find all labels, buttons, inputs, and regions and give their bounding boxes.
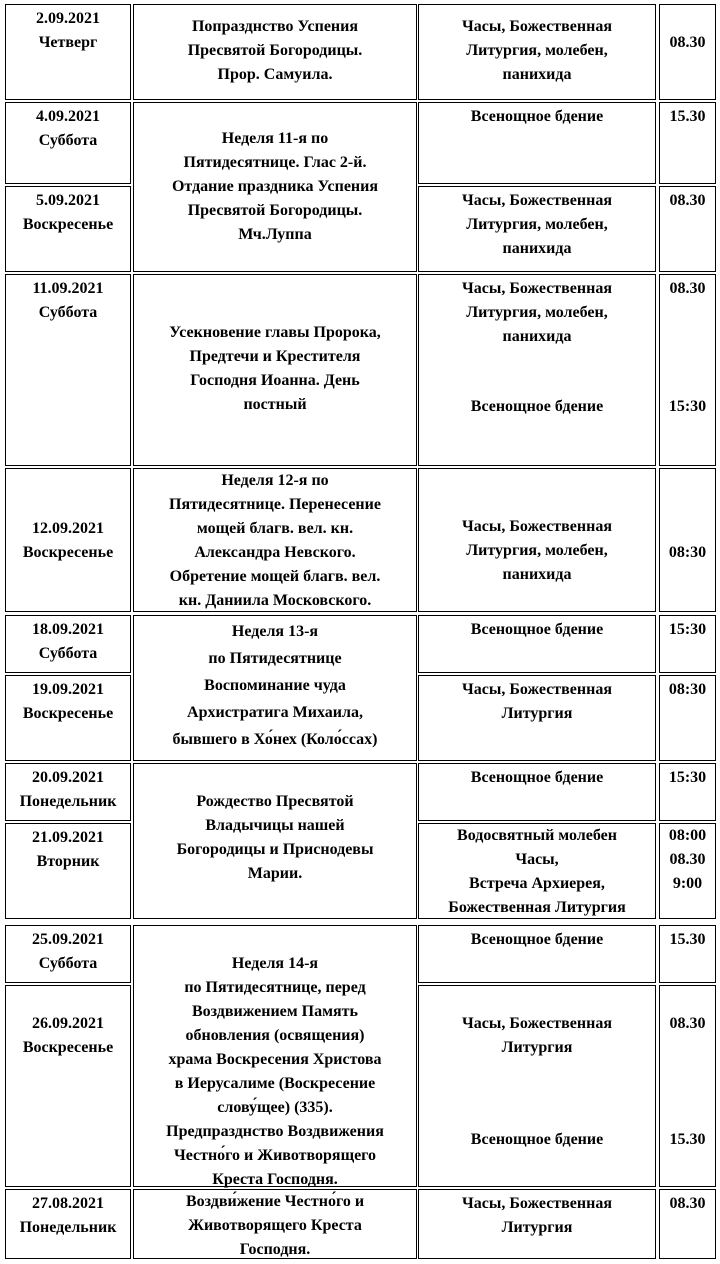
time-text: 15.30 — [669, 931, 706, 948]
date-cell — [5, 823, 131, 919]
service-text: Часы, Божественная Литургия — [462, 1195, 612, 1236]
feast-text: Неделя 11-я по Пятидесятнице. Глас 2-й. Отдание праздника Успения Пресвятой Богородицы. Мч.Луппа — [171, 130, 379, 243]
service-cell — [418, 274, 656, 466]
date-text: 18.09.2021 Суббота — [32, 621, 104, 662]
service-text: Часы, Божественная Литургия, молебен, панихида — [462, 280, 612, 345]
service-text: Часы, Божественная Литургия — [462, 681, 612, 722]
time-text: 15:30 — [668, 621, 707, 638]
service-cell — [418, 985, 656, 1187]
date-cell — [5, 763, 131, 821]
date-cell — [5, 102, 131, 184]
date-text: 12.09.2021 Воскресенье — [22, 520, 114, 561]
time-cell — [659, 675, 716, 761]
feast-cell — [133, 925, 417, 1187]
time-cell — [659, 1189, 716, 1259]
service-text: Всенощное бдение — [470, 108, 604, 125]
feast-cell — [133, 615, 417, 761]
service-text: Часы, Божественная Литургия, молебен, панихида — [462, 192, 612, 257]
feast-text: Неделя 12-я по Пятидесятнице. Перенесение мощей благв. вел. кн. Александра Невского. Обретение мощей благв. вел. кн. Даниила Московского. — [169, 472, 381, 609]
date-cell — [5, 925, 131, 983]
time-cell — [659, 468, 716, 612]
date-text: 4.09.2021 Суббота — [36, 108, 100, 149]
time-cell — [659, 823, 716, 919]
service-cell — [418, 615, 656, 673]
service-cell — [418, 4, 656, 100]
time-cell — [659, 985, 716, 1187]
service-text-2: Всенощное бдение — [470, 1131, 604, 1148]
date-text: 21.09.2021 Вторник — [32, 829, 104, 870]
time-cell — [659, 4, 716, 100]
time-cell — [659, 763, 716, 821]
service-cell — [418, 102, 656, 184]
time-text: 15:30 — [668, 769, 707, 786]
date-cell — [5, 468, 131, 612]
time-cell — [659, 615, 716, 673]
time-cell — [659, 186, 716, 272]
feast-cell — [133, 102, 417, 272]
service-cell — [418, 468, 656, 612]
date-text: 19.09.2021 Воскресенье — [22, 681, 114, 722]
date-cell — [5, 1189, 131, 1259]
date-cell — [5, 186, 131, 272]
feast-cell — [133, 1189, 417, 1259]
date-cell — [5, 985, 131, 1187]
feast-cell — [133, 763, 417, 919]
feast-text: Воздви́жение Честно́го и Животворящего Креста Господня. — [185, 1193, 365, 1258]
service-text: Всенощное бдение — [470, 769, 604, 786]
time-text: 08.30 — [669, 1195, 706, 1212]
date-cell — [5, 274, 131, 466]
feast-text: Рождество Пресвятой Владычицы нашей Богородицы и Приснодевы Марии. — [176, 793, 374, 882]
service-text: Часы, Божественная Литургия, молебен, панихида — [462, 518, 612, 583]
time-text: 08.30 — [669, 1015, 706, 1032]
service-text: Часы, Божественная Литургия — [462, 1015, 612, 1056]
service-text-2: Всенощное бдение — [470, 398, 604, 415]
date-cell — [5, 4, 131, 100]
service-text: Водосвятный молебен Часы, Встреча Архиерея, Божественная Литургия — [448, 827, 626, 916]
service-cell — [418, 675, 656, 761]
date-text: 2.09.2021 Четверг — [36, 10, 100, 51]
feast-cell — [133, 468, 417, 612]
date-text: 11.09.2021 Суббота — [32, 280, 104, 321]
feast-text: Усекновение главы Пророка, Предтечи и Крестителя Господня Иоанна. День постный — [169, 324, 381, 413]
service-text: Всенощное бдение — [470, 621, 604, 638]
service-text: Часы, Божественная Литургия, молебен, панихида — [462, 18, 612, 83]
service-cell — [418, 823, 656, 919]
time-text: 08:30 — [668, 544, 707, 561]
feast-cell — [133, 274, 417, 466]
feast-text: Неделя 13-я по Пятидесятнице Воспоминание чуда Архистратига Михаила, бывшего в Хо́нех (Коло́ссах) — [172, 623, 378, 748]
service-cell — [418, 763, 656, 821]
date-cell — [5, 615, 131, 673]
date-text: 20.09.2021 Понедельник — [19, 769, 117, 810]
date-text: 5.09.2021 Воскресенье — [22, 192, 114, 233]
service-text: Всенощное бдение — [470, 931, 604, 948]
time-text: 08:30 — [668, 681, 707, 698]
feast-text: Попразднство Успения Пресвятой Богородицы. Прор. Самуила. — [187, 18, 363, 83]
time-cell — [659, 925, 716, 983]
time-text: 08:00 08.30 9:00 — [668, 827, 707, 892]
date-cell — [5, 675, 131, 761]
service-cell — [418, 925, 656, 983]
feast-cell — [133, 4, 417, 100]
time-text-2: 15:30 — [668, 398, 707, 415]
feast-text: Неделя 14-я по Пятидесятнице, перед Воздвижением Память обновления (освящения) храма Воскресения Христова в Иерусалиме (Воскресение слову́щее) (335). Предпразднство Воздвижения Честно́го и Животворящего Креста Господня. — [166, 955, 384, 1188]
time-text: 08.30 — [669, 34, 706, 51]
time-cell — [659, 274, 716, 466]
date-text: 26.09.2021 Воскресенье — [22, 1015, 114, 1056]
time-text: 08.30 — [669, 280, 706, 297]
time-text-2: 15.30 — [669, 1131, 706, 1148]
service-cell — [418, 1189, 656, 1259]
time-text: 08.30 — [669, 192, 706, 209]
time-cell — [659, 102, 716, 184]
service-cell — [418, 186, 656, 272]
date-text: 25.09.2021 Суббота — [32, 931, 104, 972]
time-text: 15.30 — [669, 108, 706, 125]
date-text: 27.08.2021 Понедельник — [19, 1195, 117, 1236]
